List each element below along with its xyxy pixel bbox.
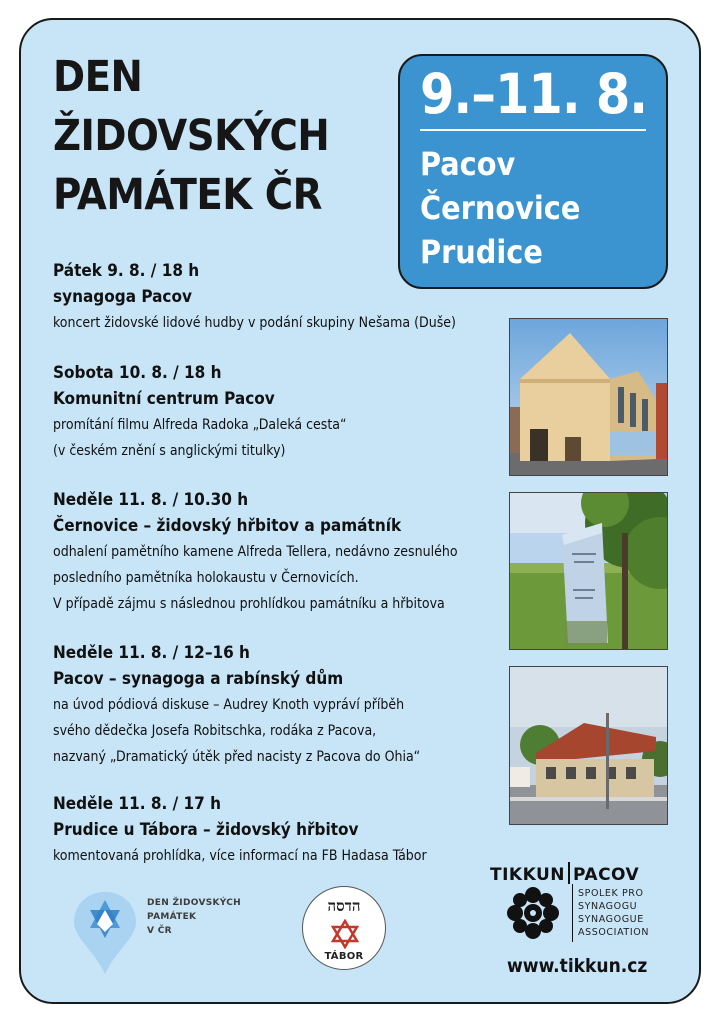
event-item bbox=[53, 360, 503, 464]
poster-title bbox=[53, 48, 329, 225]
description-line: komentovaná prohlídka, více informací na FB Hadasa Tábor bbox=[53, 848, 427, 864]
description-line: svého dědečka Josefa Robitschka, rodáka z Pacova, bbox=[53, 723, 377, 739]
event-where: Komunitní centrum Pacov bbox=[53, 389, 275, 409]
tikkun-right: PACOV bbox=[573, 865, 640, 885]
hadasa-city: TÁBOR bbox=[324, 951, 364, 962]
star-of-david-icon bbox=[330, 919, 360, 949]
event-description bbox=[53, 843, 503, 869]
tikkun-sub-line: SPOLEK PRO bbox=[578, 888, 644, 899]
event-where: Černovice – židovský hřbitov a památník bbox=[53, 516, 402, 536]
description-line: odhalení pamětního kamene Alfreda Tellera, nedávno zesnulého bbox=[53, 544, 458, 560]
tikkun-sub-line: ASSOCIATION bbox=[578, 927, 650, 938]
tikkun-sub-line: SYNAGOGU bbox=[578, 901, 638, 912]
memorial-photo bbox=[509, 492, 668, 650]
event-description bbox=[53, 692, 503, 770]
event-description bbox=[53, 539, 503, 617]
description-line: promítání filmu Alfreda Radoka „Daleká cesta“ bbox=[53, 417, 347, 433]
logo-text-line: DEN ŽIDOVSKÝCH bbox=[147, 898, 241, 908]
event-where: Pacov – synagoga a rabínský dům bbox=[53, 669, 344, 689]
festival-dates: 9.–11. 8. bbox=[420, 62, 648, 126]
place-name: Prudice bbox=[420, 233, 543, 271]
description-line: posledního pamětníka holokaustu v Černovicích. bbox=[53, 570, 359, 586]
djp-logo bbox=[70, 888, 140, 978]
event-description bbox=[53, 310, 503, 336]
place-name: Černovice bbox=[420, 189, 581, 227]
event-item bbox=[53, 791, 503, 869]
description-line: na úvod pódiová diskuse – Audrey Knoth vypráví příběh bbox=[53, 697, 405, 713]
festival-places bbox=[420, 142, 580, 274]
event-where: Prudice u Tábora – židovský hřbitov bbox=[53, 820, 359, 840]
event-when: Pátek 9. 8. / 18 h bbox=[53, 261, 200, 281]
tikkun-vertical-line bbox=[572, 884, 573, 942]
djp-logo-text bbox=[147, 896, 241, 938]
description-line: (v českém znění s anglickými titulky) bbox=[53, 443, 286, 459]
website-link[interactable]: www.tikkun.cz bbox=[507, 955, 648, 977]
title-line: DEN bbox=[53, 52, 143, 102]
event-when: Neděle 11. 8. / 12–16 h bbox=[53, 643, 250, 663]
title-line: PAMÁTEK ČR bbox=[53, 170, 322, 220]
event-where: synagoga Pacov bbox=[53, 287, 192, 307]
event-when: Neděle 11. 8. / 17 h bbox=[53, 794, 222, 814]
tikkun-subtitle bbox=[578, 887, 649, 939]
description-line: koncert židovské lidové hudby v podání skupiny Nešama (Duše) bbox=[53, 315, 456, 331]
event-item bbox=[53, 258, 503, 336]
logo-text-line: PAMÁTEK bbox=[147, 912, 197, 922]
description-line: nazvaný „Dramatický útěk před nacisty z Pacova do Ohia“ bbox=[53, 749, 421, 765]
date-divider bbox=[420, 129, 646, 131]
logo-text-line: V ČR bbox=[147, 926, 172, 936]
title-line: ŽIDOVSKÝCH bbox=[53, 111, 330, 161]
event-item bbox=[53, 487, 503, 617]
tikkun-divider bbox=[568, 862, 570, 884]
hadasa-logo bbox=[302, 886, 386, 970]
date-box bbox=[398, 54, 668, 289]
tikkun-sub-line: SYNAGOGUE bbox=[578, 914, 644, 925]
hadasa-hebrew-text: הדסה bbox=[327, 897, 361, 915]
event-when: Neděle 11. 8. / 10.30 h bbox=[53, 490, 249, 510]
rabbi-house-photo bbox=[509, 666, 668, 825]
tikkun-left: TIKKUN bbox=[490, 865, 566, 885]
synagogue-photo bbox=[509, 318, 668, 476]
event-when: Sobota 10. 8. / 18 h bbox=[53, 363, 222, 383]
description-line: V případě zájmu s následnou prohlídkou památníku a hřbitova bbox=[53, 596, 445, 612]
tikkun-flower-icon bbox=[506, 886, 560, 940]
event-item bbox=[53, 640, 503, 770]
place-name: Pacov bbox=[420, 145, 516, 183]
tikkun-name bbox=[490, 862, 639, 885]
event-description bbox=[53, 412, 503, 464]
